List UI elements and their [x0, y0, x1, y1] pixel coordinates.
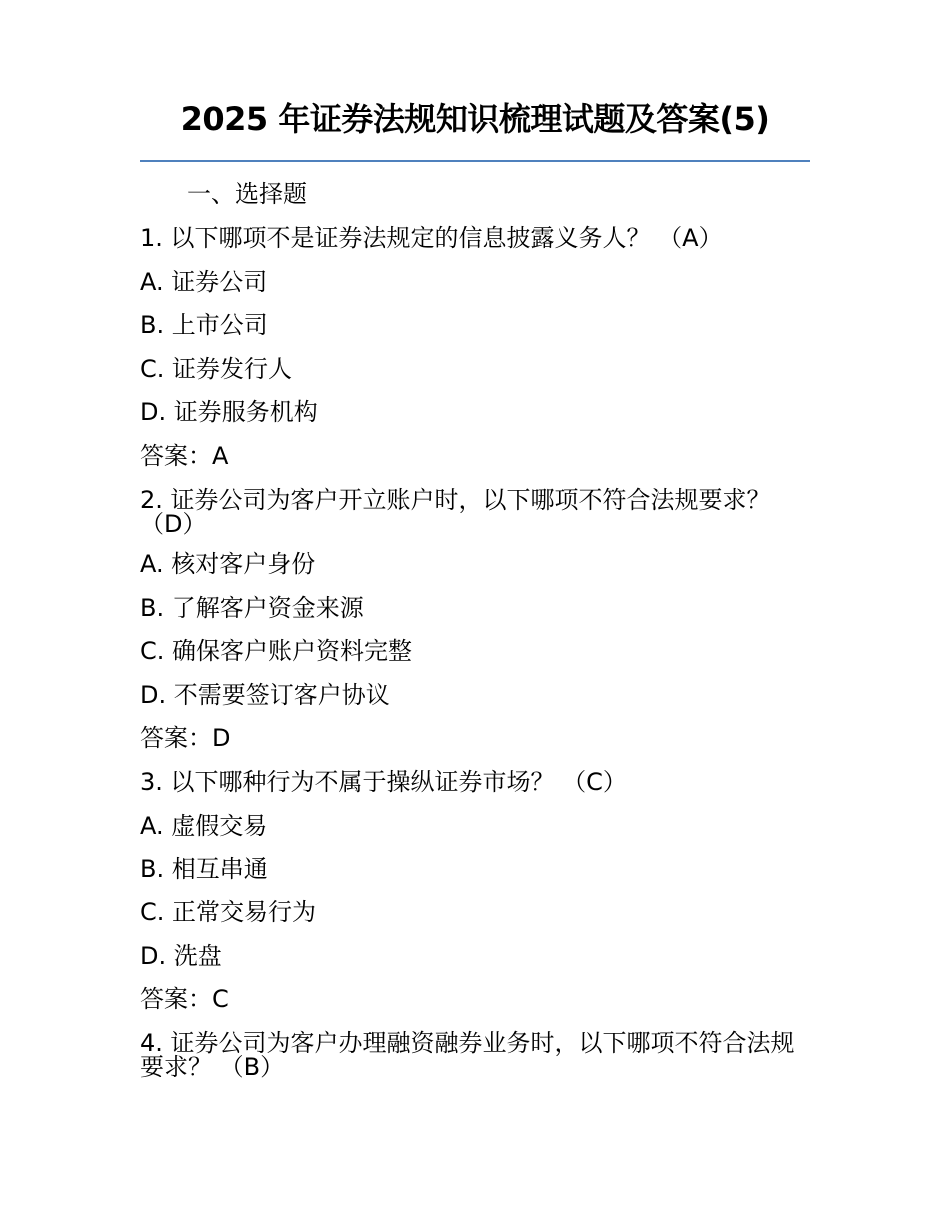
question-3-option-d: D. 洗盘: [140, 942, 222, 970]
question-2-option-b: B. 了解客户资金来源: [140, 594, 364, 622]
question-1-answer: 答案：A: [140, 442, 229, 470]
question-3-option-a: A. 虚假交易: [140, 812, 268, 840]
title-underline: [140, 160, 810, 162]
question-2-option-d: D. 不需要签订客户协议: [140, 681, 390, 709]
question-3-option-c: C. 正常交易行为: [140, 898, 317, 926]
question-1-stem: 1. 以下哪项不是证券法规定的信息披露义务人？ （A）: [140, 224, 723, 252]
question-2-option-a: A. 核对客户身份: [140, 550, 316, 578]
question-2-stem: 2. 证券公司为客户开立账户时，以下哪项不符合法规要求？ （D）: [140, 486, 771, 538]
question-3-stem: 3. 以下哪种行为不属于操纵证券市场？ （C）: [140, 768, 627, 796]
document-title: 2025 年证券法规知识梳理试题及答案(5): [180, 100, 770, 138]
question-1-option-b: B. 上市公司: [140, 311, 268, 339]
question-2-option-c: C. 确保客户账户资料完整: [140, 637, 413, 665]
question-2-answer: 答案：D: [140, 724, 231, 752]
section-heading: 一、选择题: [187, 180, 307, 208]
question-3-answer: 答案：C: [140, 985, 229, 1013]
question-4-stem: 4. 证券公司为客户办理融资融券业务时，以下哪项不符合法规要求？ （B）: [140, 1029, 795, 1081]
question-1-option-c: C. 证券发行人: [140, 355, 293, 383]
question-3-option-b: B. 相互串通: [140, 855, 268, 883]
question-1-option-a: A. 证券公司: [140, 268, 268, 296]
question-1-option-d: D. 证券服务机构: [140, 398, 318, 426]
